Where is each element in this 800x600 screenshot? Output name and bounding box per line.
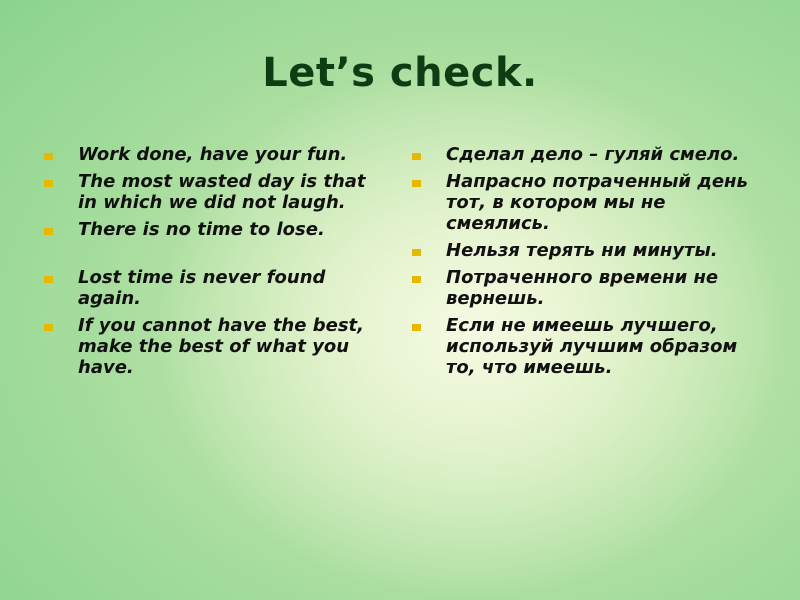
bullet-square-icon xyxy=(44,228,53,235)
bullet-square-icon xyxy=(412,276,421,283)
bullet-square-icon xyxy=(44,324,53,331)
list-item-text: Потраченного времени не вернешь. xyxy=(446,267,719,309)
slide-title: Let’s check. xyxy=(262,50,538,96)
list-item-text: Lost time is never found again. xyxy=(78,267,326,309)
list-item xyxy=(412,171,762,234)
list-item xyxy=(412,267,762,309)
bullet-square-icon xyxy=(412,324,421,331)
list-item-text: Сделал дело – гуляй смело. xyxy=(446,144,740,165)
bullet-square-icon xyxy=(412,249,421,256)
bullet-square-icon xyxy=(44,180,53,187)
bullet-square-icon xyxy=(44,153,53,160)
list-item-text: If you cannot have the best, make the best of what you have. xyxy=(78,315,364,378)
list-item-text: The most wasted day is that in which we did not laugh. xyxy=(78,171,366,213)
russian-proverbs-list xyxy=(412,144,762,384)
bullet-square-icon xyxy=(412,153,421,160)
bullet-square-icon xyxy=(44,276,53,283)
list-item xyxy=(44,219,390,240)
list-item-text: Нельзя терять ни минуты. xyxy=(446,240,718,261)
list-item xyxy=(44,144,390,165)
list-item-text: Если не имеешь лучшего, используй лучшим образом то, что имеешь. xyxy=(446,315,738,378)
bullet-square-icon xyxy=(412,180,421,187)
list-item-text: Напрасно потраченный день тот, в котором мы не смеялись. xyxy=(446,171,748,234)
list-item xyxy=(44,267,390,309)
english-proverbs-list xyxy=(44,144,390,384)
list-item xyxy=(412,144,762,165)
list-item xyxy=(412,315,762,378)
list-item xyxy=(44,171,390,213)
list-item-text: There is no time to lose. xyxy=(78,219,325,240)
list-item-text: Work done, have your fun. xyxy=(78,144,348,165)
list-item xyxy=(412,240,762,261)
list-item xyxy=(44,315,390,378)
